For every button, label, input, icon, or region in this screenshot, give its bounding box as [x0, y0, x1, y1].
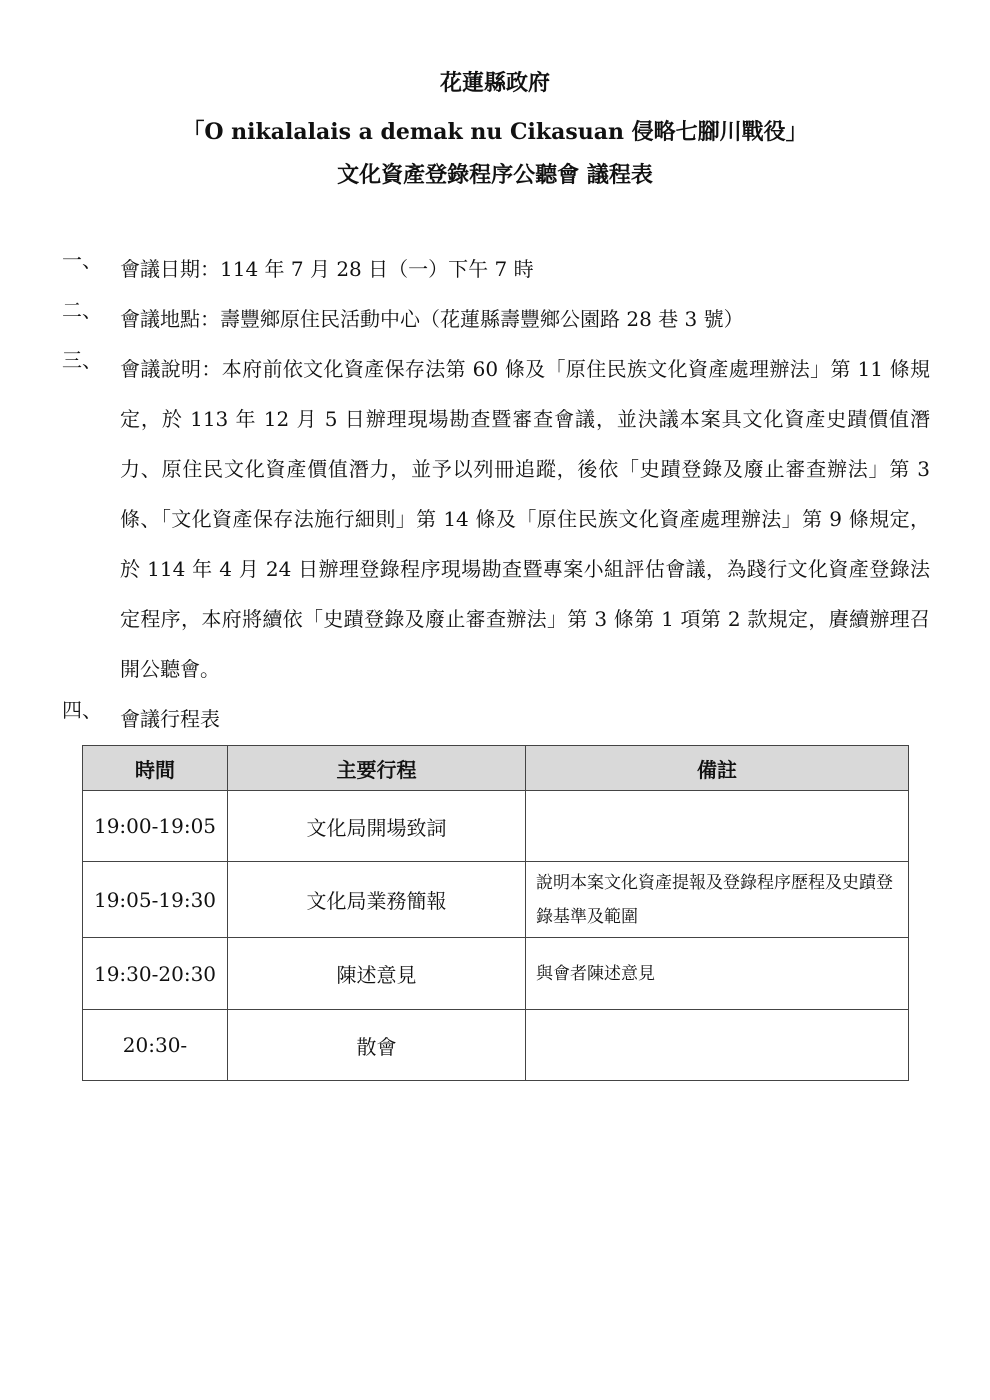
note-cell: 與會者陳述意見: [526, 938, 909, 1010]
item-number: 四、: [62, 698, 102, 722]
item-number: 一、: [62, 248, 102, 272]
table-row: [83, 1010, 909, 1081]
table-row: [83, 791, 909, 862]
item-number: 二、: [62, 298, 102, 322]
time-cell: 19:00-19:05: [83, 791, 228, 862]
program-cell: 散會: [228, 1010, 526, 1081]
column-header-program: 主要行程: [228, 746, 526, 791]
note-cell: [526, 791, 909, 862]
column-header-note: 備註: [526, 746, 909, 791]
program-cell: 陳述意見: [228, 938, 526, 1010]
table-row: [83, 938, 909, 1010]
schedule-table: [82, 745, 909, 1081]
table-row: [83, 862, 909, 938]
note-cell: 說明本案文化資產提報及登錄程序歷程及史蹟登錄基準及範圍: [526, 862, 909, 938]
note-cell: [526, 1010, 909, 1081]
column-header-time: 時間: [83, 746, 228, 791]
subject-title: 「O nikalalais a demak nu Cikasuan 侵略七腳川戰役」: [182, 119, 808, 145]
meeting-date-value: 114 年 7 月 28 日（一）下午 7 時: [220, 257, 534, 281]
meeting-date-label: 會議日期：: [120, 257, 220, 281]
meeting-location-value: 壽豐鄉原住民活動中心（花蓮縣壽豐鄉公園路 28 巷 3 號）: [220, 307, 744, 331]
time-cell: 19:05-19:30: [83, 862, 228, 938]
meeting-location-label: 會議地點：: [120, 307, 220, 331]
meeting-description-text: 本府前依文化資產保存法第 60 條及「原住民族文化資產處理辦法」第 11 條規定，於 113 年 12 月 5 日辦理現場勘查暨審查會議，並決議本案具文化資產史蹟價值潛力、原住民文化資產價值潛力，並予以列冊追蹤，後依「史蹟登錄及廢止審查辦法」第 3 條、「文化資產保存法施行細則」第 14 條及「原住民族文化資產處理辦法」第 9 條規定，於 114 年 4 月 24 日辦理登錄程序現場勘查暨專案小組評估會議，為踐行文化資產登錄法定程序，本府將續依「史蹟登錄及廢止審查辦法」第 3 條第 1 項第 2 款規定，賡續辦理召開公聽會。: [120, 357, 931, 681]
time-cell: 20:30-: [83, 1010, 228, 1081]
schedule-heading: 會議行程表: [120, 707, 220, 731]
organization-title: 花蓮縣政府: [439, 70, 550, 96]
program-cell: 文化局開場致詞: [228, 791, 526, 862]
table-header-row: [83, 746, 909, 791]
time-cell: 19:30-20:30: [83, 938, 228, 1010]
item-number: 三、: [62, 348, 102, 372]
agenda-title: 文化資產登錄程序公聽會 議程表: [337, 162, 653, 188]
meeting-description-label: 會議說明：: [120, 357, 222, 381]
program-cell: 文化局業務簡報: [228, 862, 526, 938]
